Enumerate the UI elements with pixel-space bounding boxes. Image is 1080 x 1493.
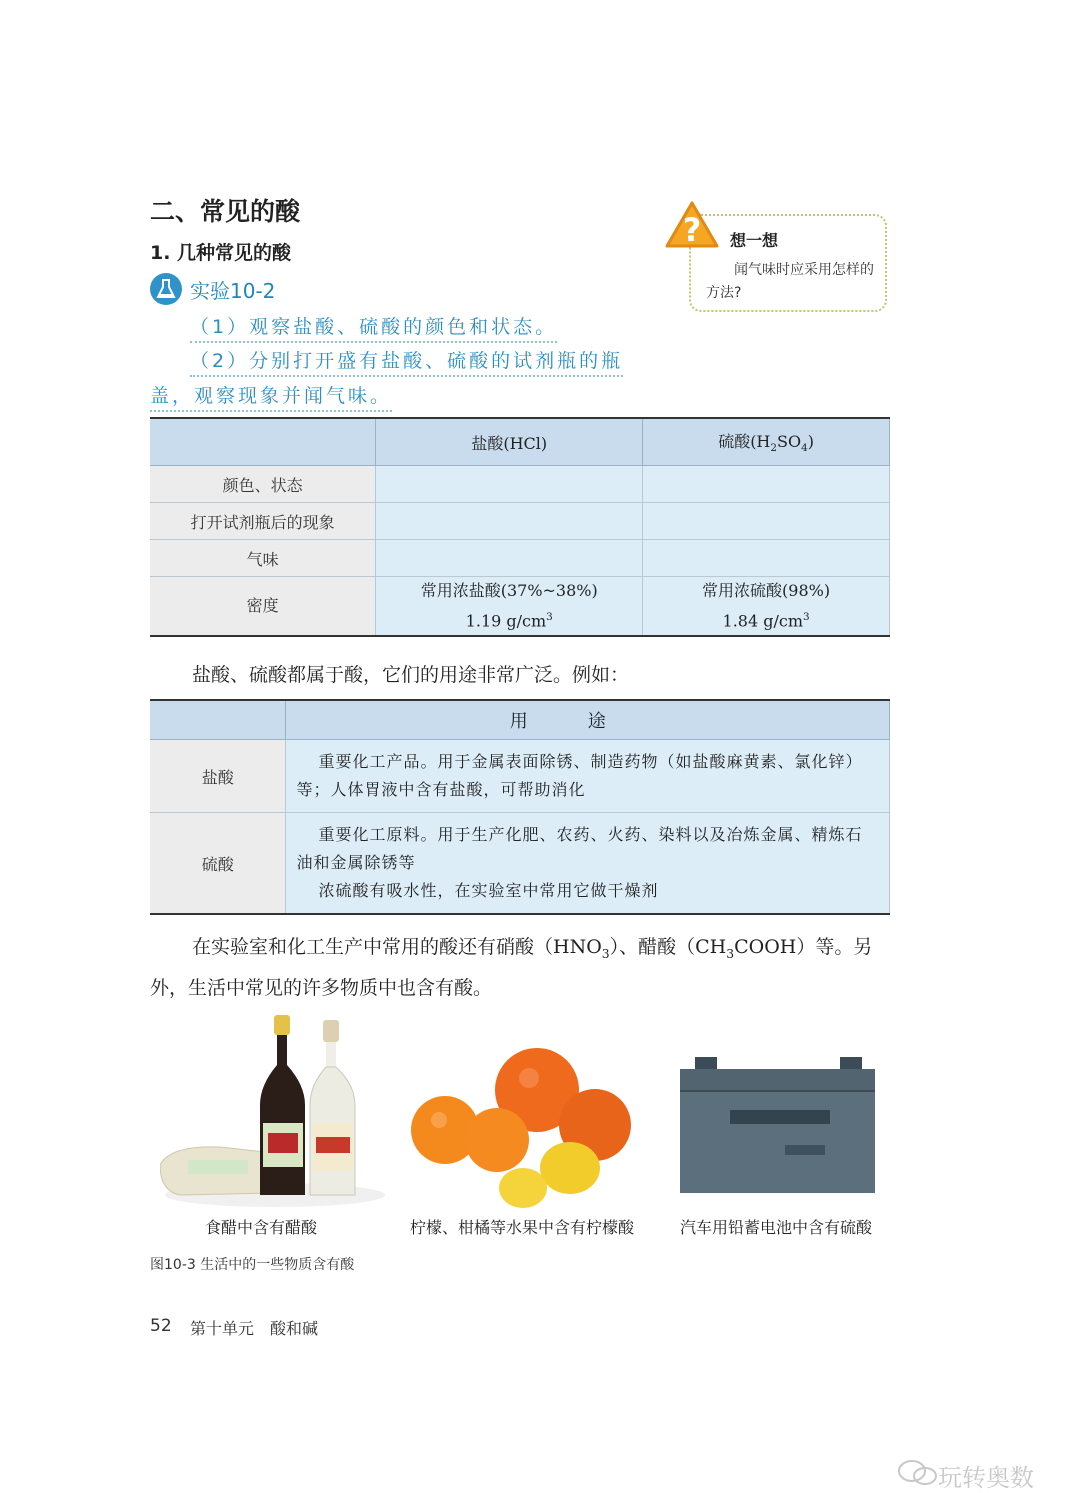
cell-blank xyxy=(643,466,890,503)
header-empty xyxy=(150,700,286,740)
experiment-heading xyxy=(150,272,275,306)
caption-battery: 汽车用铅蓄电池中含有硫酸 xyxy=(680,1218,873,1237)
acid-uses-table xyxy=(150,699,890,915)
row-label-phenomenon: 打开试剂瓶后的现象 xyxy=(150,503,376,540)
experiment-step-1: （1）观察盐酸、硫酸的颜色和状态。 xyxy=(190,312,557,343)
table-row xyxy=(150,813,890,915)
h2so4-uses: 重要化工原料。用于生产化肥、农药、火药、染料以及冶炼金属、精炼石油和金属除锈等 浓硫酸有吸水性，在实验室中常用它做干燥剂 xyxy=(286,813,890,915)
watermark xyxy=(898,1458,1034,1493)
row-label-smell: 气味 xyxy=(150,540,376,577)
uses-intro: 盐酸、硫酸都属于酸，它们的用途非常广泛。例如： xyxy=(192,664,630,686)
hcl-uses: 重要化工产品。用于金属表面除锈、制造药物（如盐酸麻黄素、氯化锌）等；人体胃液中含有盐酸，可帮助消化 xyxy=(286,740,890,813)
row-label-h2so4: 硫酸 xyxy=(150,813,286,915)
acid-properties-table xyxy=(150,417,890,637)
think-title: 想一想 xyxy=(730,231,779,250)
cell-blank xyxy=(643,540,890,577)
caption-fruit: 柠檬、柑橘等水果中含有柠檬酸 xyxy=(410,1218,635,1237)
watermark-text: 玩转奥数 xyxy=(938,1464,1034,1492)
svg-text:?: ? xyxy=(682,211,702,249)
page-number: 52 xyxy=(150,1316,172,1336)
cell-blank xyxy=(643,503,890,540)
cell-blank xyxy=(376,540,643,577)
header-hcl: 盐酸(HCl) xyxy=(376,418,643,466)
think-question: 闻气味时应采用怎样的方法? xyxy=(706,262,874,301)
question-icon xyxy=(664,200,720,250)
table-row xyxy=(150,540,890,577)
experiment-step-2: （2）分别打开盛有盐酸、硫酸的试剂瓶的瓶 xyxy=(190,346,623,377)
wechat-icon xyxy=(898,1459,938,1493)
table-header-row xyxy=(150,700,890,740)
section-title: 二、常见的酸 xyxy=(150,197,301,226)
table-row xyxy=(150,740,890,813)
figure-caption: 图10-3 生活中的一些物质含有酸 xyxy=(150,1257,355,1273)
density-h2so4: 常用浓硫酸(98%) 1.84 $g/cm^3$ xyxy=(643,577,890,637)
row-label-density: 密度 xyxy=(150,577,376,637)
subsection-title: 1. 几种常见的酸 xyxy=(150,242,292,264)
caption-vinegar: 食醋中含有醋酸 xyxy=(205,1218,318,1237)
vinegar-photo xyxy=(160,1015,390,1210)
density-hcl: 常用浓盐酸(37%~38%) 1.19 $g/cm^3$ xyxy=(376,577,643,637)
table-row xyxy=(150,466,890,503)
row-label-hcl: 盐酸 xyxy=(150,740,286,813)
cell-blank xyxy=(376,503,643,540)
table-row xyxy=(150,503,890,540)
header-h2so4: 硫酸$(H_2SO_4)$ xyxy=(643,418,890,466)
row-label-color: 颜色、状态 xyxy=(150,466,376,503)
cell-blank xyxy=(376,466,643,503)
table-header-row xyxy=(150,418,890,466)
chapter-title: 第十单元 酸和碱 xyxy=(190,1319,319,1338)
citrus-fruit-photo xyxy=(405,1040,635,1210)
flask-icon xyxy=(150,273,182,305)
experiment-label: 实验10-2 xyxy=(190,278,276,303)
other-acids-paragraph: 在实验室和化工生产中常用的酸还有硝酸$(HNO_3)$、醋酸$(CH_3COOH)$等。另外，生活中常见的许多物质中也含有酸。 xyxy=(150,936,873,999)
table-row xyxy=(150,577,890,637)
header-uses: 用途 xyxy=(286,700,890,740)
header-empty xyxy=(150,418,376,466)
experiment-step-2-continued: 盖，观察现象并闻气味。 xyxy=(150,381,392,412)
lead-acid-battery-photo xyxy=(675,1055,880,1195)
